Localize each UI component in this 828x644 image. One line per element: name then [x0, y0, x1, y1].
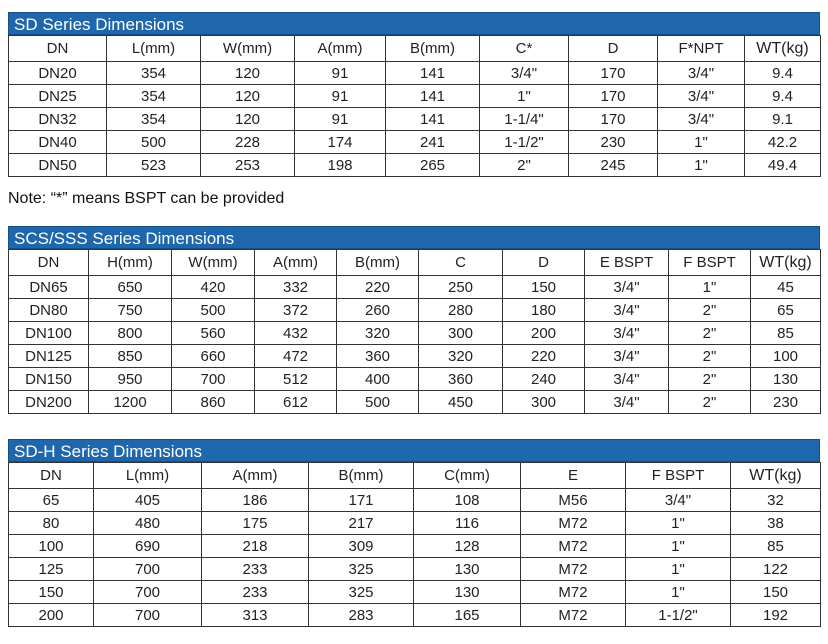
table-cell: 122 — [731, 558, 821, 581]
table-cell: 3/4" — [658, 62, 745, 85]
table-cell: 260 — [337, 299, 419, 322]
table-cell: 9.4 — [745, 62, 821, 85]
column-header: WT(kg) — [751, 250, 821, 276]
table-cell: 91 — [295, 85, 386, 108]
table-cell: 170 — [569, 62, 658, 85]
column-header: WT(kg) — [731, 463, 821, 489]
table-cell: 253 — [201, 154, 295, 177]
table-cell: 65 — [751, 299, 821, 322]
table-cell: 186 — [202, 489, 309, 512]
table-cell: DN50 — [9, 154, 107, 177]
table-row — [9, 322, 821, 345]
table-cell: M72 — [521, 604, 626, 627]
table-cell: 280 — [419, 299, 503, 322]
table-cell: 200 — [503, 322, 585, 345]
table-cell: 85 — [751, 322, 821, 345]
table-cell: 283 — [309, 604, 414, 627]
table-cell: 130 — [414, 581, 521, 604]
column-header: F BSPT — [626, 463, 731, 489]
table-cell: 170 — [569, 108, 658, 131]
table-cell: 9.1 — [745, 108, 821, 131]
table-cell: 198 — [295, 154, 386, 177]
table-cell: 354 — [107, 85, 201, 108]
table-cell: 150 — [731, 581, 821, 604]
table-cell: 3/4" — [585, 368, 669, 391]
table-cell: DN150 — [9, 368, 89, 391]
table-cell: 150 — [9, 581, 94, 604]
table-cell: 309 — [309, 535, 414, 558]
table-cell: 175 — [202, 512, 309, 535]
table-cell: 80 — [9, 512, 94, 535]
table-cell: 130 — [751, 368, 821, 391]
table-cell: 354 — [107, 108, 201, 131]
column-header: E — [521, 463, 626, 489]
table-cell: 750 — [89, 299, 172, 322]
table-cell: 1" — [626, 558, 731, 581]
column-header: DN — [9, 36, 107, 62]
table-row — [9, 489, 821, 512]
column-header: L(mm) — [94, 463, 202, 489]
table-cell: 700 — [94, 581, 202, 604]
table-cell: 100 — [9, 535, 94, 558]
table-cell: 700 — [94, 604, 202, 627]
table-cell: 560 — [172, 322, 255, 345]
table-cell: 217 — [309, 512, 414, 535]
column-header: WT(kg) — [745, 36, 821, 62]
table-cell: 128 — [414, 535, 521, 558]
table-cell: 1" — [480, 85, 569, 108]
table-cell: 325 — [309, 581, 414, 604]
column-header: DN — [9, 463, 94, 489]
column-header: A(mm) — [202, 463, 309, 489]
table-cell: 320 — [337, 322, 419, 345]
table-row — [9, 604, 821, 627]
sd-h-series-section — [8, 439, 820, 627]
table-cell: 405 — [94, 489, 202, 512]
table-cell: 171 — [309, 489, 414, 512]
table-cell: DN80 — [9, 299, 89, 322]
table-row — [9, 535, 821, 558]
table-cell: 325 — [309, 558, 414, 581]
table-row — [9, 299, 821, 322]
table-cell: 650 — [89, 276, 172, 299]
table-cell: 116 — [414, 512, 521, 535]
table-cell: 200 — [9, 604, 94, 627]
table-cell: 3/4" — [480, 62, 569, 85]
table-cell: 1-1/4" — [480, 108, 569, 131]
table-cell: 170 — [569, 85, 658, 108]
table-cell: DN25 — [9, 85, 107, 108]
table-row — [9, 62, 821, 85]
table-cell: 120 — [201, 85, 295, 108]
column-header: F BSPT — [669, 250, 751, 276]
table-cell: 65 — [9, 489, 94, 512]
column-header: C(mm) — [414, 463, 521, 489]
table-cell: 500 — [172, 299, 255, 322]
column-header: DN — [9, 250, 89, 276]
table-cell: 3/4" — [626, 489, 731, 512]
table-row — [9, 108, 821, 131]
table-cell: 2" — [669, 322, 751, 345]
table-cell: 38 — [731, 512, 821, 535]
table-cell: 700 — [94, 558, 202, 581]
table-row — [9, 131, 821, 154]
table-cell: 141 — [386, 62, 480, 85]
table-cell: 150 — [503, 276, 585, 299]
table-row — [9, 154, 821, 177]
table-cell: 245 — [569, 154, 658, 177]
table-cell: 120 — [201, 108, 295, 131]
table-cell: 218 — [202, 535, 309, 558]
table-cell: 241 — [386, 131, 480, 154]
table-header-row — [9, 36, 821, 62]
table-cell: 32 — [731, 489, 821, 512]
table-cell: 3/4" — [585, 345, 669, 368]
table-cell: 1" — [658, 154, 745, 177]
table-cell: 180 — [503, 299, 585, 322]
table-row — [9, 391, 821, 414]
table-cell: M72 — [521, 581, 626, 604]
table-cell: 2" — [669, 299, 751, 322]
table-cell: 91 — [295, 108, 386, 131]
table-cell: 108 — [414, 489, 521, 512]
table-cell: 860 — [172, 391, 255, 414]
sd-series-table — [8, 35, 821, 177]
table-row — [9, 368, 821, 391]
column-header: D — [503, 250, 585, 276]
table-cell: 432 — [255, 322, 337, 345]
table-cell: DN20 — [9, 62, 107, 85]
table-cell: 141 — [386, 85, 480, 108]
table-cell: DN125 — [9, 345, 89, 368]
table-cell: 1" — [669, 276, 751, 299]
table-header-row — [9, 250, 821, 276]
table-cell: 690 — [94, 535, 202, 558]
table-cell: 220 — [503, 345, 585, 368]
column-header: B(mm) — [337, 250, 419, 276]
table-cell: 472 — [255, 345, 337, 368]
table-cell: 174 — [295, 131, 386, 154]
table-cell: 2" — [480, 154, 569, 177]
table-row — [9, 345, 821, 368]
table-row — [9, 276, 821, 299]
table-cell: 700 — [172, 368, 255, 391]
table-row — [9, 85, 821, 108]
table-cell: M72 — [521, 558, 626, 581]
sd-series-section — [8, 12, 820, 177]
table-cell: 192 — [731, 604, 821, 627]
table-cell: 233 — [202, 558, 309, 581]
table-cell: 240 — [503, 368, 585, 391]
table-cell: 1" — [658, 131, 745, 154]
table-cell: 9.4 — [745, 85, 821, 108]
table-cell: DN200 — [9, 391, 89, 414]
scs-sss-series-section — [8, 226, 820, 414]
table-header-row — [9, 463, 821, 489]
column-header: A(mm) — [255, 250, 337, 276]
table-cell: 3/4" — [585, 276, 669, 299]
column-header: F*NPT — [658, 36, 745, 62]
table-cell: 45 — [751, 276, 821, 299]
table-cell: 42.2 — [745, 131, 821, 154]
column-header: C* — [480, 36, 569, 62]
column-header: H(mm) — [89, 250, 172, 276]
column-header: E BSPT — [585, 250, 669, 276]
table-cell: 1-1/2" — [626, 604, 731, 627]
table-cell: 130 — [414, 558, 521, 581]
scs-sss-series-table — [8, 249, 821, 414]
sd-series-title: SD Series Dimensions — [8, 12, 820, 35]
table-cell: 250 — [419, 276, 503, 299]
table-cell: 141 — [386, 108, 480, 131]
table-cell: 2" — [669, 368, 751, 391]
table-cell: 523 — [107, 154, 201, 177]
table-row — [9, 512, 821, 535]
table-cell: 400 — [337, 368, 419, 391]
table-cell: 850 — [89, 345, 172, 368]
column-header: B(mm) — [309, 463, 414, 489]
table-cell: 1200 — [89, 391, 172, 414]
table-cell: 420 — [172, 276, 255, 299]
table-cell: 660 — [172, 345, 255, 368]
table-cell: 612 — [255, 391, 337, 414]
table-cell: 450 — [419, 391, 503, 414]
table-cell: 100 — [751, 345, 821, 368]
table-cell: 300 — [503, 391, 585, 414]
table-cell: 1" — [626, 581, 731, 604]
table-cell: DN32 — [9, 108, 107, 131]
column-header: L(mm) — [107, 36, 201, 62]
table-cell: 512 — [255, 368, 337, 391]
table-cell: 220 — [337, 276, 419, 299]
table-cell: 300 — [419, 322, 503, 345]
table-cell: 233 — [202, 581, 309, 604]
table-cell: 3/4" — [658, 85, 745, 108]
column-header: W(mm) — [201, 36, 295, 62]
table-cell: M72 — [521, 512, 626, 535]
table-cell: 372 — [255, 299, 337, 322]
table-cell: 1-1/2" — [480, 131, 569, 154]
table-row — [9, 581, 821, 604]
table-cell: 85 — [731, 535, 821, 558]
table-cell: 500 — [107, 131, 201, 154]
table-cell: 360 — [419, 368, 503, 391]
table-cell: 120 — [201, 62, 295, 85]
column-header: B(mm) — [386, 36, 480, 62]
column-header: A(mm) — [295, 36, 386, 62]
scs-sss-series-title: SCS/SSS Series Dimensions — [8, 226, 820, 249]
sd-h-series-title: SD-H Series Dimensions — [8, 439, 820, 462]
table-cell: DN100 — [9, 322, 89, 345]
table-cell: 2" — [669, 391, 751, 414]
table-cell: M56 — [521, 489, 626, 512]
table-row — [9, 558, 821, 581]
table-cell: 230 — [751, 391, 821, 414]
table-cell: DN65 — [9, 276, 89, 299]
table-cell: 91 — [295, 62, 386, 85]
column-header: W(mm) — [172, 250, 255, 276]
table-cell: 480 — [94, 512, 202, 535]
table-cell: DN40 — [9, 131, 107, 154]
table-cell: 3/4" — [585, 299, 669, 322]
table-cell: 49.4 — [745, 154, 821, 177]
table-cell: 165 — [414, 604, 521, 627]
table-cell: 360 — [337, 345, 419, 368]
table-cell: 230 — [569, 131, 658, 154]
table-cell: M72 — [521, 535, 626, 558]
table-cell: 320 — [419, 345, 503, 368]
table-cell: 950 — [89, 368, 172, 391]
table-cell: 3/4" — [658, 108, 745, 131]
table-cell: 265 — [386, 154, 480, 177]
table-cell: 354 — [107, 62, 201, 85]
table-cell: 1" — [626, 535, 731, 558]
table-cell: 2" — [669, 345, 751, 368]
column-header: C — [419, 250, 503, 276]
table-cell: 332 — [255, 276, 337, 299]
table-cell: 500 — [337, 391, 419, 414]
table-cell: 313 — [202, 604, 309, 627]
table-cell: 3/4" — [585, 322, 669, 345]
bspt-note: Note: “*” means BSPT can be provided — [8, 190, 285, 207]
table-cell: 125 — [9, 558, 94, 581]
table-cell: 800 — [89, 322, 172, 345]
table-cell: 1" — [626, 512, 731, 535]
table-cell: 3/4" — [585, 391, 669, 414]
sd-h-series-table — [8, 462, 821, 627]
table-cell: 228 — [201, 131, 295, 154]
column-header: D — [569, 36, 658, 62]
